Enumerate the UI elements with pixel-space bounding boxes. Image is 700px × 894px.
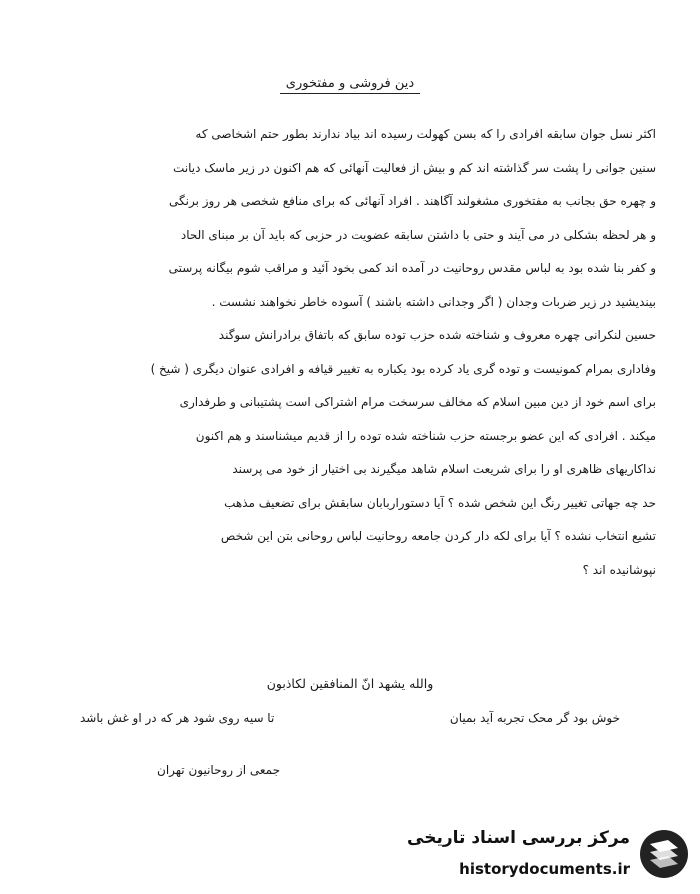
body-line: و چهره حق بجانب به مفتخوری مشغولند آگاهند . افراد آنهائی که برای منافع شخصی هر روز برنگی — [169, 194, 656, 208]
poem-hemistich-right: خوش بود گر محک تجربه آید بمیان — [449, 711, 620, 725]
poem-couplet — [80, 711, 620, 725]
watermark — [407, 824, 690, 886]
document-title: دین فروشی و مفتخوری — [280, 76, 420, 94]
body-line: وفاداری بمرام کمونیست و توده گری یاد کرده بود یکباره به تغییر قیافه و افرادی عنوان دیگری ( شیخ ) — [150, 361, 656, 376]
body-line: حد چه جهاتی تغییر رنگ این شخص شده ؟ آیا دستوراربابان سابقش برای تضعیف مذهب — [224, 495, 656, 510]
closing-verse: والله یشهد انّ المنافقین لکاذبون — [266, 676, 434, 691]
poem-hemistich-left: تا سیه روی شود هر که در او غش باشد — [80, 711, 275, 725]
watermark-name: مرکز بررسی اسناد تاریخی — [407, 828, 630, 848]
archive-logo-icon — [638, 828, 690, 880]
body-line: تشیع انتخاب نشده ؟ آیا برای لکه دار کردن جامعه روحانیت لباس روحانی بتن این شخص — [220, 529, 656, 543]
body-line: بیندیشید در زیر ضربات وجدان ( اگر وجدانی داشته باشند ) آسوده خاطر نخواهند نشست . — [211, 294, 656, 309]
body-line: حسین لنکرانی چهره معروف و شناخته شده حزب توده سابق که باتفاق برادرانش سوگند — [218, 328, 656, 342]
signature: جمعی از روحانیون تهران — [157, 763, 280, 777]
body-line: و هر لحظه بشکلی در می آیند و حتی با داشتن سابقه عضویت در حزبی که باید آن بر مبنای الحاد — [180, 227, 656, 242]
body-line: سنین جوانی را پشت سر گذاشته اند کم و بیش از فعالیت آنهائی که هم اکنون در زیر ماسک دیانت — [173, 160, 656, 175]
document-body — [56, 118, 656, 587]
body-line: برای اسم خود از دین مبین اسلام که مخالف سرسخت مرام اشتراکی است پشتیبانی و طرفداری — [179, 395, 656, 409]
body-line: اکثر نسل جوان سابقه افرادی را که بسن کهولت رسیده اند بیاد ندارند بطور حتم اشخاصی که — [195, 127, 656, 141]
watermark-url: historydocuments.ir — [459, 860, 630, 878]
body-line: نداکاریهای ظاهری او را برای شریعت اسلام شاهد میگیرند بی اختیار از خود می پرسند — [232, 462, 656, 476]
body-line: میکند . افرادی که این عضو برجسته حزب شناخته شده توده را از قدیم میشناسند و هم اکنون — [195, 428, 656, 443]
body-line: و کفر بنا شده بود به لباس مقدس روحانیت در آمده اند کمی بخود آئید و مراقب شوم بیگانه پرستی — [168, 261, 656, 275]
body-line: نپوشانیده اند ؟ — [582, 562, 656, 577]
document-title-wrap — [0, 76, 700, 91]
